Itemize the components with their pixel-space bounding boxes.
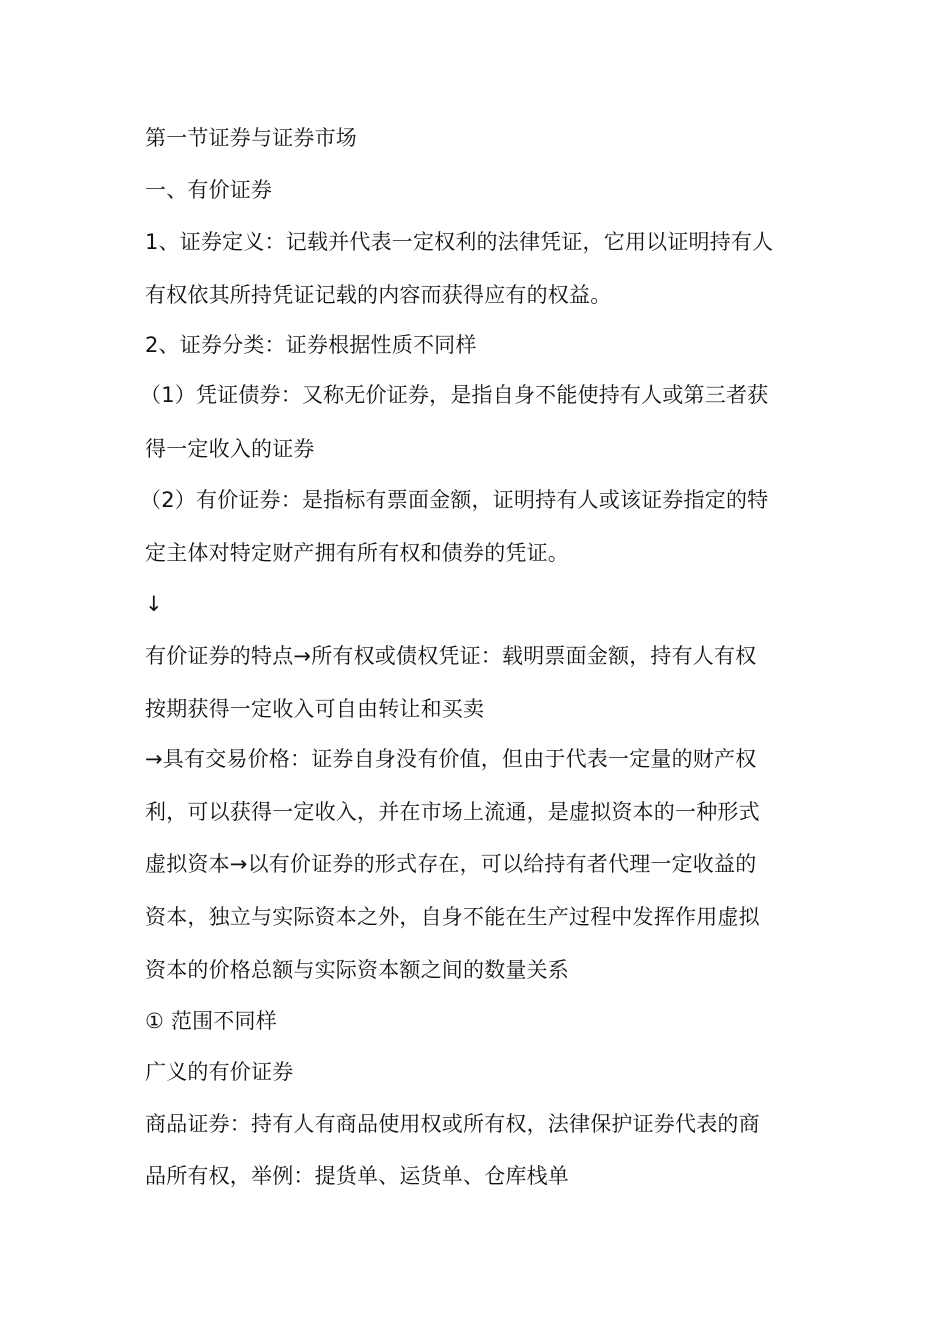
paragraph-line: （1）凭证债券：又称无价证券，是指自身不能使持有人或第三者获 — [140, 383, 769, 407]
paragraph-line: 按期获得一定收入可自由转让和买卖 — [145, 697, 485, 721]
paragraph-line: 资本的价格总额与实际资本额之间的数量关系 — [145, 958, 569, 982]
paragraph-line: 资本，独立与实际资本之外，自身不能在生产过程中发挥作用虚拟 — [145, 905, 760, 929]
subsection-heading: 一、有价证券 — [145, 178, 273, 202]
list-item: ① 范围不同样 — [145, 1009, 277, 1033]
paragraph-line: 定主体对特定财产拥有所有权和债券的凭证。 — [145, 541, 569, 565]
paragraph-line: 有权依其所持凭证记载的内容而获得应有的权益。 — [145, 283, 612, 307]
paragraph-line: 得一定收入的证券 — [145, 437, 315, 461]
paragraph-line: 商品证券：持有人有商品使用权或所有权，法律保护证券代表的商 — [145, 1112, 760, 1136]
paragraph-line: →具有交易价格：证券自身没有价值，但由于代表一定量的财产权 — [145, 747, 757, 771]
paragraph-line: 有价证券的特点→所有权或债权凭证：载明票面金额，持有人有权 — [145, 644, 757, 668]
paragraph-line: 品所有权，举例：提货单、运货单、仓库栈单 — [145, 1164, 569, 1188]
paragraph-line: 利，可以获得一定收入，并在市场上流通，是虚拟资本的一种形式 — [145, 800, 760, 824]
paragraph-line: 虚拟资本→以有价证券的形式存在，可以给持有者代理一定收益的 — [145, 852, 757, 876]
paragraph-line: 广义的有价证券 — [145, 1060, 294, 1084]
paragraph-line: 2、证券分类：证券根据性质不同样 — [145, 333, 477, 357]
paragraph-line: （2）有价证券：是指标有票面金额，证明持有人或该证券指定的特 — [140, 488, 769, 512]
paragraph-line: 1、证券定义：记载并代表一定权利的法律凭证，它用以证明持有人 — [145, 230, 774, 254]
section-heading: 第一节证券与证券市场 — [145, 126, 357, 150]
down-arrow-icon: ↓ — [145, 592, 163, 616]
